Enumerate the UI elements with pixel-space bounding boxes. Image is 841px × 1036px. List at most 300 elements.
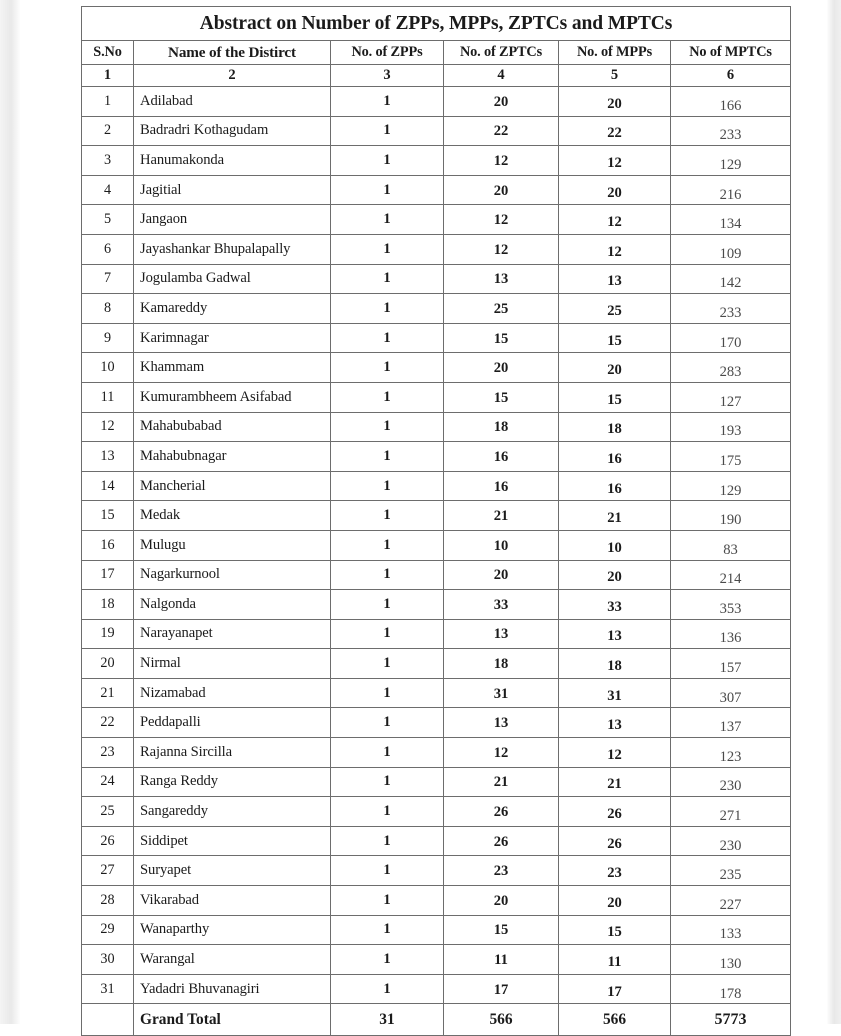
cell-zptcs-text: 23 bbox=[493, 863, 509, 880]
cell-mptcs bbox=[671, 678, 791, 708]
cell-zpps-text: 1 bbox=[383, 684, 391, 701]
cell-sno bbox=[82, 234, 134, 264]
cell-mptcs-text: 193 bbox=[719, 423, 742, 440]
cell-mpps-text: 20 bbox=[607, 184, 622, 201]
cell-mptcs bbox=[671, 116, 791, 146]
header-zptcs: No. of ZPTCs bbox=[444, 41, 559, 65]
cell-zptcs-text: 16 bbox=[493, 478, 509, 495]
cell-mptcs bbox=[671, 294, 791, 324]
cell-sno-text: 10 bbox=[100, 359, 115, 376]
cell-zptcs-text: 13 bbox=[493, 271, 509, 288]
table-row bbox=[82, 116, 791, 146]
cell-zptcs-text: 20 bbox=[493, 567, 509, 584]
cell-mpps bbox=[559, 767, 671, 797]
cell-sno-text: 2 bbox=[103, 122, 112, 139]
cell-sno-text: 30 bbox=[100, 951, 115, 968]
table-row bbox=[82, 442, 791, 472]
cell-zpps-text: 1 bbox=[383, 240, 391, 257]
cell-sno-text: 18 bbox=[100, 595, 115, 612]
table-row bbox=[82, 87, 791, 117]
cell-district-name-text: Jayashankar Bhupalapally bbox=[140, 240, 291, 257]
cell-mpps bbox=[559, 530, 671, 560]
cell-zpps bbox=[331, 294, 444, 324]
cell-mptcs bbox=[671, 87, 791, 117]
cell-zptcs bbox=[444, 856, 559, 886]
page-right-edge-shadow bbox=[827, 0, 841, 1024]
cell-sno bbox=[82, 767, 134, 797]
cell-zptcs-text: 25 bbox=[493, 300, 509, 317]
cell-mptcs bbox=[671, 826, 791, 856]
cell-zptcs-text: 17 bbox=[493, 981, 509, 998]
cell-zpps-text: 1 bbox=[383, 625, 391, 642]
cell-mpps-text: 16 bbox=[607, 450, 622, 467]
cell-district-name-text: Jangaon bbox=[140, 211, 188, 228]
cell-zpps-text: 1 bbox=[383, 388, 391, 405]
cell-mptcs bbox=[671, 767, 791, 797]
cell-mptcs bbox=[671, 501, 791, 531]
cell-mpps bbox=[559, 116, 671, 146]
cell-mptcs bbox=[671, 649, 791, 679]
cell-mpps bbox=[559, 382, 671, 412]
cell-sno-text: 26 bbox=[100, 832, 115, 849]
table-row bbox=[82, 501, 791, 531]
cell-mptcs bbox=[671, 738, 791, 768]
cell-district-name bbox=[134, 87, 331, 117]
cell-district-name-text: Mahabubnagar bbox=[140, 447, 227, 464]
cell-sno bbox=[82, 826, 134, 856]
cell-zptcs bbox=[444, 530, 559, 560]
table-row bbox=[82, 945, 791, 975]
cell-sno-text: 3 bbox=[103, 151, 112, 168]
grand-total-zptcs: 566 bbox=[444, 1004, 559, 1036]
cell-district-name-text: Mahabubabad bbox=[140, 418, 222, 435]
cell-zptcs-text: 31 bbox=[493, 685, 509, 702]
title-row bbox=[82, 7, 791, 41]
header-district: Name of the Distirct bbox=[134, 41, 331, 65]
cell-zpps bbox=[331, 560, 444, 590]
cell-zpps-text: 1 bbox=[383, 921, 391, 938]
cell-mptcs bbox=[671, 708, 791, 738]
cell-mptcs bbox=[671, 442, 791, 472]
cell-district-name-text: Badradri Kothagudam bbox=[140, 122, 269, 139]
document-sheet bbox=[81, 6, 790, 1036]
cell-district-name-text: Kamareddy bbox=[140, 299, 208, 316]
cell-sno-text: 11 bbox=[100, 388, 115, 405]
cell-sno bbox=[82, 945, 134, 975]
cell-zpps-text: 1 bbox=[383, 862, 391, 879]
cell-zpps-text: 1 bbox=[383, 595, 391, 612]
cell-mptcs bbox=[671, 915, 791, 945]
cell-mpps-text: 12 bbox=[607, 154, 622, 171]
cell-district-name-text: Suryapet bbox=[140, 862, 192, 879]
cell-mpps-text: 26 bbox=[607, 806, 622, 823]
cell-sno bbox=[82, 294, 134, 324]
colnum-district: 2 bbox=[134, 65, 331, 87]
cell-zptcs bbox=[444, 382, 559, 412]
cell-mpps-text: 12 bbox=[607, 243, 622, 260]
table-row bbox=[82, 619, 791, 649]
cell-mptcs bbox=[671, 205, 791, 235]
cell-zpps bbox=[331, 264, 444, 294]
cell-sno bbox=[82, 530, 134, 560]
colnum-zptcs: 4 bbox=[444, 65, 559, 87]
cell-mpps-text: 10 bbox=[607, 539, 622, 556]
cell-mpps-text: 33 bbox=[607, 598, 622, 615]
cell-district-name bbox=[134, 915, 331, 945]
cell-mpps bbox=[559, 560, 671, 590]
cell-mpps-text: 12 bbox=[607, 214, 622, 231]
cell-mpps-text: 15 bbox=[607, 924, 622, 941]
cell-zptcs-text: 22 bbox=[493, 123, 509, 140]
cell-zpps-text: 1 bbox=[383, 92, 391, 109]
cell-zpps-text: 1 bbox=[383, 418, 391, 435]
cell-mpps-text: 13 bbox=[607, 628, 622, 645]
cell-mpps bbox=[559, 501, 671, 531]
cell-mpps-text: 11 bbox=[607, 954, 622, 971]
cell-zptcs bbox=[444, 442, 559, 472]
cell-sno-text: 19 bbox=[100, 625, 115, 642]
cell-district-name-text: Vikarabad bbox=[140, 891, 199, 908]
table-row bbox=[82, 264, 791, 294]
cell-mpps bbox=[559, 353, 671, 383]
table-row bbox=[82, 412, 791, 442]
cell-sno bbox=[82, 205, 134, 235]
cell-sno bbox=[82, 501, 134, 531]
cell-sno-text: 29 bbox=[100, 921, 115, 938]
cell-sno-text: 13 bbox=[100, 447, 115, 464]
cell-mpps-text: 21 bbox=[607, 510, 622, 527]
cell-zptcs bbox=[444, 590, 559, 620]
cell-mptcs-text: 83 bbox=[723, 541, 738, 558]
cell-mpps-text: 26 bbox=[607, 835, 622, 852]
cell-district-name bbox=[134, 116, 331, 146]
cell-mpps-text: 12 bbox=[607, 746, 622, 763]
cell-zptcs bbox=[444, 826, 559, 856]
cell-mpps-text: 21 bbox=[607, 776, 622, 793]
cell-mpps bbox=[559, 442, 671, 472]
cell-sno-text: 28 bbox=[100, 891, 115, 908]
cell-mptcs bbox=[671, 471, 791, 501]
cell-zpps bbox=[331, 501, 444, 531]
cell-zptcs-text: 21 bbox=[493, 508, 509, 525]
table-row bbox=[82, 146, 791, 176]
cell-zpps-text: 1 bbox=[383, 122, 391, 139]
cell-zptcs-text: 12 bbox=[493, 152, 509, 169]
cell-zptcs-text: 26 bbox=[493, 833, 509, 850]
table-row bbox=[82, 382, 791, 412]
cell-zpps bbox=[331, 87, 444, 117]
header-mptcs: No of MPTCs bbox=[671, 41, 791, 65]
cell-mptcs-text: 137 bbox=[719, 719, 742, 736]
cell-mptcs-text: 233 bbox=[719, 127, 742, 144]
cell-zptcs bbox=[444, 945, 559, 975]
cell-mptcs-text: 353 bbox=[719, 600, 742, 617]
cell-zpps bbox=[331, 945, 444, 975]
cell-zptcs-text: 33 bbox=[493, 596, 509, 613]
cell-mptcs bbox=[671, 856, 791, 886]
cell-mptcs-text: 129 bbox=[719, 482, 742, 499]
cell-mpps-text: 20 bbox=[607, 95, 622, 112]
header-sno: S.No bbox=[82, 41, 134, 65]
cell-zpps-text: 1 bbox=[383, 980, 391, 997]
cell-zpps-text: 1 bbox=[383, 151, 391, 168]
cell-zptcs bbox=[444, 708, 559, 738]
cell-mptcs-text: 175 bbox=[719, 452, 742, 469]
cell-zpps bbox=[331, 234, 444, 264]
cell-mptcs-text: 157 bbox=[719, 660, 742, 677]
cell-mpps bbox=[559, 205, 671, 235]
grand-total-mpps: 566 bbox=[559, 1004, 671, 1036]
cell-district-name bbox=[134, 560, 331, 590]
cell-mpps bbox=[559, 146, 671, 176]
cell-sno bbox=[82, 116, 134, 146]
cell-sno-text: 16 bbox=[100, 536, 115, 553]
cell-district-name-text: Sangareddy bbox=[140, 803, 208, 820]
cell-sno bbox=[82, 590, 134, 620]
table-row bbox=[82, 678, 791, 708]
cell-sno-text: 5 bbox=[103, 211, 112, 228]
cell-district-name bbox=[134, 382, 331, 412]
cell-district-name-text: Adilabad bbox=[140, 92, 193, 109]
cell-district-name-text: Ranga Reddy bbox=[140, 773, 218, 790]
cell-mptcs-text: 136 bbox=[719, 630, 742, 647]
cell-mpps-text: 31 bbox=[607, 687, 622, 704]
cell-district-name bbox=[134, 856, 331, 886]
cell-sno-text: 15 bbox=[100, 507, 115, 524]
cell-sno-text: 21 bbox=[100, 684, 115, 701]
header-mpps: No. of MPPs bbox=[559, 41, 671, 65]
cell-zptcs-text: 15 bbox=[493, 330, 509, 347]
cell-sno bbox=[82, 471, 134, 501]
cell-sno-text: 6 bbox=[103, 240, 112, 257]
abstract-table bbox=[81, 6, 791, 1036]
cell-mptcs-text: 230 bbox=[719, 837, 742, 854]
cell-district-name bbox=[134, 945, 331, 975]
cell-mpps-text: 20 bbox=[607, 894, 622, 911]
cell-zptcs-text: 12 bbox=[493, 744, 509, 761]
cell-mptcs bbox=[671, 797, 791, 827]
table-row bbox=[82, 205, 791, 235]
cell-zptcs-text: 21 bbox=[493, 774, 509, 791]
grand-total-mptcs: 5773 bbox=[671, 1004, 791, 1036]
cell-zptcs-text: 18 bbox=[493, 419, 509, 436]
table-row bbox=[82, 915, 791, 945]
cell-district-name-text: Yadadri Bhuvanagiri bbox=[140, 980, 260, 997]
cell-mptcs-text: 129 bbox=[719, 156, 742, 173]
cell-mpps bbox=[559, 797, 671, 827]
cell-zptcs-text: 10 bbox=[493, 537, 509, 554]
cell-sno bbox=[82, 649, 134, 679]
table-row bbox=[82, 708, 791, 738]
cell-zpps bbox=[331, 856, 444, 886]
cell-zpps-text: 1 bbox=[383, 299, 391, 316]
cell-sno-text: 20 bbox=[100, 655, 115, 672]
cell-mptcs bbox=[671, 175, 791, 205]
cell-zpps-text: 1 bbox=[383, 447, 391, 464]
cell-district-name-text: Warangal bbox=[140, 951, 195, 968]
cell-zptcs-text: 20 bbox=[493, 360, 509, 377]
cell-zptcs-text: 18 bbox=[493, 656, 509, 673]
cell-district-name-text: Peddapalli bbox=[140, 714, 201, 731]
cell-district-name-text: Hanumakonda bbox=[140, 151, 225, 168]
cell-zpps bbox=[331, 590, 444, 620]
cell-mptcs-text: 283 bbox=[719, 364, 742, 381]
cell-sno-text: 1 bbox=[103, 92, 112, 109]
table-row bbox=[82, 590, 791, 620]
document-title: Abstract on Number of ZPPs, MPPs, ZPTCs and MPTCs bbox=[82, 7, 791, 41]
cell-zpps-text: 1 bbox=[383, 891, 391, 908]
cell-district-name-text: Medak bbox=[140, 507, 181, 524]
cell-zpps bbox=[331, 708, 444, 738]
cell-mpps bbox=[559, 323, 671, 353]
cell-sno-text: 7 bbox=[103, 270, 112, 287]
cell-district-name-text: Nalgonda bbox=[140, 595, 196, 612]
cell-district-name bbox=[134, 501, 331, 531]
cell-mptcs bbox=[671, 382, 791, 412]
table-row bbox=[82, 738, 791, 768]
cell-sno bbox=[82, 353, 134, 383]
cell-zptcs bbox=[444, 205, 559, 235]
cell-sno bbox=[82, 382, 134, 412]
cell-district-name-text: Jagitial bbox=[140, 181, 182, 198]
cell-sno-text: 9 bbox=[103, 329, 112, 346]
cell-sno bbox=[82, 797, 134, 827]
cell-mpps bbox=[559, 856, 671, 886]
cell-sno bbox=[82, 560, 134, 590]
page-left-edge-shadow bbox=[0, 0, 20, 1024]
cell-mpps-text: 17 bbox=[607, 983, 622, 1000]
cell-mptcs bbox=[671, 146, 791, 176]
cell-district-name bbox=[134, 442, 331, 472]
cell-zptcs bbox=[444, 412, 559, 442]
cell-mptcs bbox=[671, 412, 791, 442]
cell-district-name-text: Nizamabad bbox=[140, 684, 206, 701]
cell-district-name bbox=[134, 530, 331, 560]
cell-sno bbox=[82, 87, 134, 117]
cell-mptcs bbox=[671, 886, 791, 916]
cell-zpps bbox=[331, 738, 444, 768]
cell-mptcs bbox=[671, 974, 791, 1004]
cell-mptcs-text: 130 bbox=[719, 956, 742, 973]
cell-zpps bbox=[331, 353, 444, 383]
cell-zpps bbox=[331, 116, 444, 146]
cell-sno-text: 23 bbox=[100, 743, 115, 760]
cell-mptcs bbox=[671, 619, 791, 649]
cell-district-name-text: Mulugu bbox=[140, 536, 186, 553]
table-row bbox=[82, 856, 791, 886]
cell-mpps bbox=[559, 471, 671, 501]
cell-zpps bbox=[331, 678, 444, 708]
cell-sno bbox=[82, 146, 134, 176]
cell-zpps bbox=[331, 619, 444, 649]
cell-sno-text: 8 bbox=[103, 299, 112, 316]
cell-mpps bbox=[559, 708, 671, 738]
cell-district-name bbox=[134, 738, 331, 768]
table-row bbox=[82, 649, 791, 679]
cell-district-name-text: Rajanna Sircilla bbox=[140, 743, 233, 760]
cell-mptcs-text: 178 bbox=[719, 985, 742, 1002]
cell-sno-text: 22 bbox=[100, 714, 115, 731]
cell-zptcs-text: 20 bbox=[493, 182, 509, 199]
cell-mpps bbox=[559, 826, 671, 856]
cell-mpps-text: 20 bbox=[607, 569, 622, 586]
cell-zptcs bbox=[444, 175, 559, 205]
cell-district-name-text: Khammam bbox=[140, 359, 205, 376]
cell-district-name-text: Jogulamba Gadwal bbox=[140, 270, 251, 287]
cell-sno bbox=[82, 974, 134, 1004]
cell-zpps-text: 1 bbox=[383, 359, 391, 376]
cell-mpps bbox=[559, 974, 671, 1004]
table-row bbox=[82, 767, 791, 797]
cell-mpps bbox=[559, 412, 671, 442]
cell-zptcs bbox=[444, 915, 559, 945]
table-row bbox=[82, 530, 791, 560]
cell-zpps-text: 1 bbox=[383, 743, 391, 760]
cell-mpps bbox=[559, 649, 671, 679]
cell-sno-text: 24 bbox=[100, 773, 115, 790]
cell-mptcs-text: 230 bbox=[719, 778, 742, 795]
cell-mptcs bbox=[671, 234, 791, 264]
cell-mpps bbox=[559, 175, 671, 205]
cell-sno bbox=[82, 678, 134, 708]
cell-zpps bbox=[331, 382, 444, 412]
cell-district-name bbox=[134, 205, 331, 235]
cell-mptcs-text: 216 bbox=[719, 186, 742, 203]
cell-mptcs-text: 190 bbox=[719, 512, 742, 529]
table-row bbox=[82, 234, 791, 264]
cell-mptcs-text: 142 bbox=[719, 275, 742, 292]
cell-mpps-text: 13 bbox=[607, 273, 622, 290]
cell-mptcs bbox=[671, 264, 791, 294]
cell-district-name bbox=[134, 678, 331, 708]
cell-zptcs bbox=[444, 974, 559, 1004]
cell-zptcs bbox=[444, 116, 559, 146]
cell-district-name-text: Wanaparthy bbox=[140, 921, 210, 938]
cell-mptcs-text: 109 bbox=[719, 245, 742, 262]
cell-mptcs-text: 127 bbox=[719, 393, 742, 410]
cell-district-name bbox=[134, 471, 331, 501]
cell-mptcs-text: 227 bbox=[719, 896, 742, 913]
cell-zptcs-text: 11 bbox=[494, 952, 508, 969]
cell-zptcs-text: 13 bbox=[493, 715, 509, 732]
cell-mptcs-text: 170 bbox=[719, 334, 742, 351]
cell-mpps bbox=[559, 264, 671, 294]
cell-zptcs bbox=[444, 471, 559, 501]
cell-district-name bbox=[134, 886, 331, 916]
cell-mpps-text: 20 bbox=[607, 362, 622, 379]
cell-district-name bbox=[134, 264, 331, 294]
cell-sno bbox=[82, 886, 134, 916]
cell-district-name-text: Narayanapet bbox=[140, 625, 213, 642]
cell-zptcs-text: 12 bbox=[493, 241, 509, 258]
cell-mptcs bbox=[671, 323, 791, 353]
cell-zpps bbox=[331, 442, 444, 472]
cell-mpps bbox=[559, 678, 671, 708]
grand-total-label: Grand Total bbox=[134, 1004, 331, 1036]
cell-zptcs-text: 15 bbox=[493, 389, 509, 406]
cell-zpps-text: 1 bbox=[383, 655, 391, 672]
cell-district-name bbox=[134, 708, 331, 738]
cell-sno-text: 25 bbox=[100, 803, 115, 820]
cell-zpps-text: 1 bbox=[383, 536, 391, 553]
cell-zpps bbox=[331, 886, 444, 916]
cell-district-name bbox=[134, 146, 331, 176]
cell-mptcs bbox=[671, 530, 791, 560]
cell-zpps bbox=[331, 797, 444, 827]
cell-zptcs bbox=[444, 87, 559, 117]
grand-total-zpps: 31 bbox=[331, 1004, 444, 1036]
cell-zptcs bbox=[444, 649, 559, 679]
